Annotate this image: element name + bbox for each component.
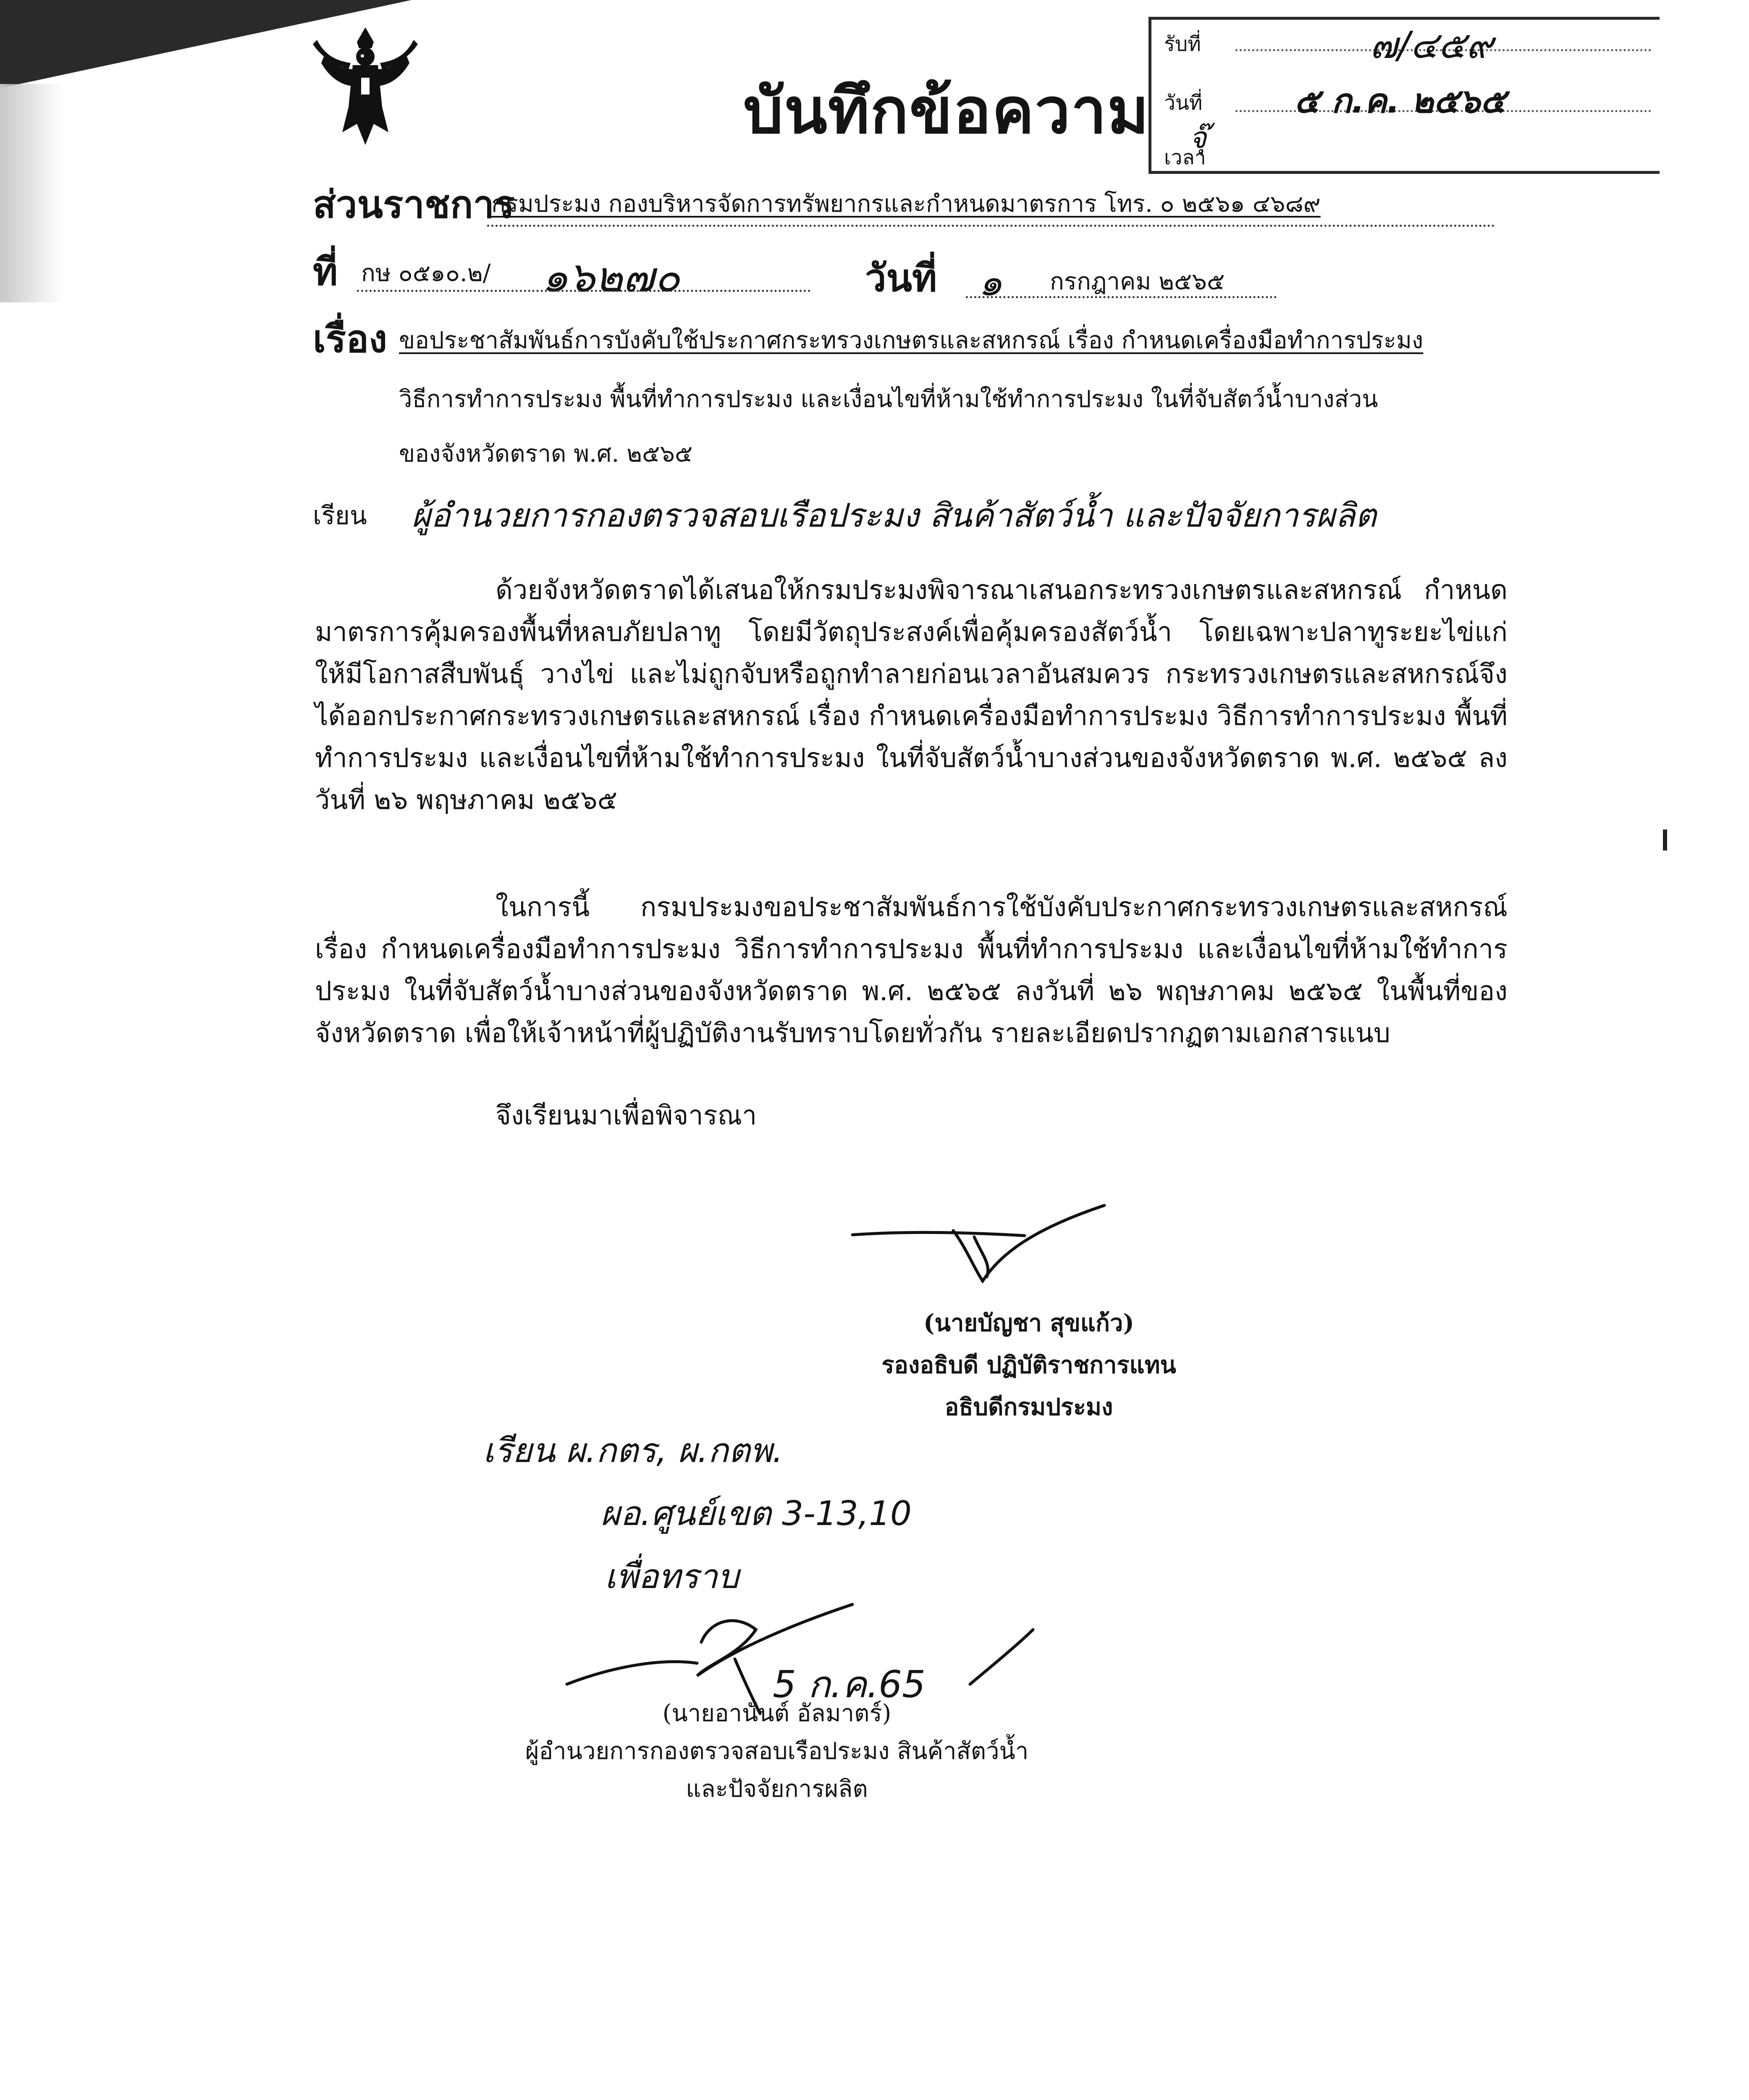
signatory-block — [714, 1302, 1344, 1428]
margin-mark — [1663, 830, 1667, 850]
handnote-line-3: เพื่อทราบ — [605, 1557, 739, 1596]
handnote-line-2: ผอ.ศูนย์เขต 3-13,10 — [600, 1494, 912, 1533]
addressee-value: ผู้อำนวยการกองตรวจสอบเรือประมง สินค้าสัตว์น้ำ และปัจจัยการผลิต — [412, 497, 1377, 535]
signatory-name: (นายบัญชา สุขแก้ว) — [923, 1309, 1134, 1337]
agency-dotted-line — [487, 225, 1495, 227]
second-signatory-block — [399, 1695, 1155, 1808]
date-day: ๑ — [978, 260, 1003, 304]
signatory-title-2: อธิบดีกรมประมง — [944, 1393, 1113, 1421]
signatory-title-1: รองอธิบดี ปฏิบัติราชการแทน — [881, 1351, 1176, 1379]
stamp-date-label: วันที่ — [1164, 91, 1203, 115]
body-paragraph-1: ด้วยจังหวัดตราดได้เสนอให้กรมประมงพิจารณาเสนอกระทรวงเกษตรและสหกรณ์ กำหนดมาตรการคุ้มครองพื้นที่หลบภัยปลาทู โดยมีวัตถุประสงค์เพื่อคุ้มครองสัตว์น้ำ โดยเฉพาะปลาทูระยะไข่แก่ ให้มีโอกาสสืบพันธุ์ วางไข่ และไม่ถูกจับหรือถูกทำลายก่อนเวลาอันสมควร กระทรวงเกษตรและสหกรณ์จึงได้ออกประกาศกระทรวงเกษตรและสหกรณ์ เรื่อง กำหนดเครื่องมือทำการประมง วิธีการทำการประมง พื้นที่ทำการประมง และเงื่อนไขที่ห้ามใช้ทำการประมง ในที่จับสัตว์น้ำบางส่วนของจังหวัดตราด พ.ศ. ๒๕๖๕ ลงวันที่ ๒๖ พฤษภาคม ๒๕๖๕ — [315, 575, 1508, 815]
addressee-label: เรียน — [313, 501, 367, 530]
received-stamp — [1149, 17, 1660, 174]
ref-number: ๑๖๒๗๐ — [542, 252, 680, 302]
stamp-received-no-label: รับที่ — [1164, 32, 1201, 56]
ref-value: กษ ๐๕๑๐.๒/ — [361, 260, 491, 287]
stamp-time-label: เวลา — [1164, 146, 1206, 169]
ref-dotted-line — [357, 290, 810, 292]
closing-line: จึงเรียนมาเพื่อพิจารณา — [496, 1100, 757, 1131]
body-paragraph-2: ในการนี้ กรมประมงขอประชาสัมพันธ์การใช้บังคับประกาศกระทรวงเกษตรและสหกรณ์ เรื่อง กำหนดเครื่องมือทำการประมง วิธีการทำการประมง พื้นที่ทำการประมง และเงื่อนไขที่ห้ามใช้ทำการประมง ในที่จับสัตว์น้ำบางส่วนของจังหวัดตราด พ.ศ. ๒๕๖๕ ลงวันที่ ๒๖ พฤษภาคม ๒๕๖๕ ในพื้นที่ของจังหวัดตราด เพื่อให้เจ้าหน้าที่ผู้ปฏิบัติงานรับทราบโดยทั่วกัน รายละเอียดปรากฏตามเอกสารแนบ — [315, 892, 1508, 1048]
handnote-date: 5 ก.ค.65 — [773, 1663, 926, 1706]
subject-line-1: ขอประชาสัมพันธ์การบังคับใช้ประกาศกระทรวงเกษตรและสหกรณ์ เรื่อง กำหนดเครื่องมือทำการประมง — [399, 327, 1424, 354]
second-signatory-name: (นายอานันต์ อัลมาตร์) — [662, 1700, 892, 1727]
signature-1 — [848, 1197, 1121, 1294]
ref-label: ที่ — [313, 249, 338, 294]
agency-label: ส่วนราชการ — [313, 182, 515, 227]
subject-line-3: ของจังหวัดตราด พ.ศ. ๒๕๖๕ — [399, 440, 693, 467]
stamp-received-no: ๗/๔๕๙ — [1370, 24, 1493, 67]
handnote-line-1: เรียน ผ.กตร, ผ.กตพ. — [483, 1431, 783, 1470]
document-title: บันทึกข้อความ — [743, 74, 1150, 148]
second-signatory-title-2: และปัจจัยการผลิต — [686, 1775, 868, 1803]
subject-line-2: วิธีการทำการประมง พื้นที่ทำการประมง และเงื่อนไขที่ห้ามใช้ทำการประมง ในที่จับสัตว์น้ำบางส่วน — [399, 386, 1378, 413]
garuda-emblem-icon — [309, 23, 422, 149]
stamp-date: ๕ ก.ค. ๒๕๖๕ — [1294, 81, 1506, 121]
second-signatory-title-1: ผู้อำนวยการกองตรวจสอบเรือประมง สินค้าสัตว์น้ำ — [525, 1738, 1029, 1765]
subject-label: เรื่อง — [313, 317, 388, 361]
date-rest: กรกฎาคม ๒๕๖๕ — [1050, 268, 1225, 295]
date-label: วันที่ — [865, 256, 937, 300]
scan-edge-shadow — [0, 84, 63, 302]
agency-value: กรมประมง กองบริหารจัดการทรัพยากรและกำหนดมาตรการ โทร. ๐ ๒๕๖๑ ๔๖๘๙ — [491, 190, 1321, 218]
date-dotted-line — [966, 296, 1277, 298]
stamp-initials: จุ๊ — [1189, 121, 1207, 155]
